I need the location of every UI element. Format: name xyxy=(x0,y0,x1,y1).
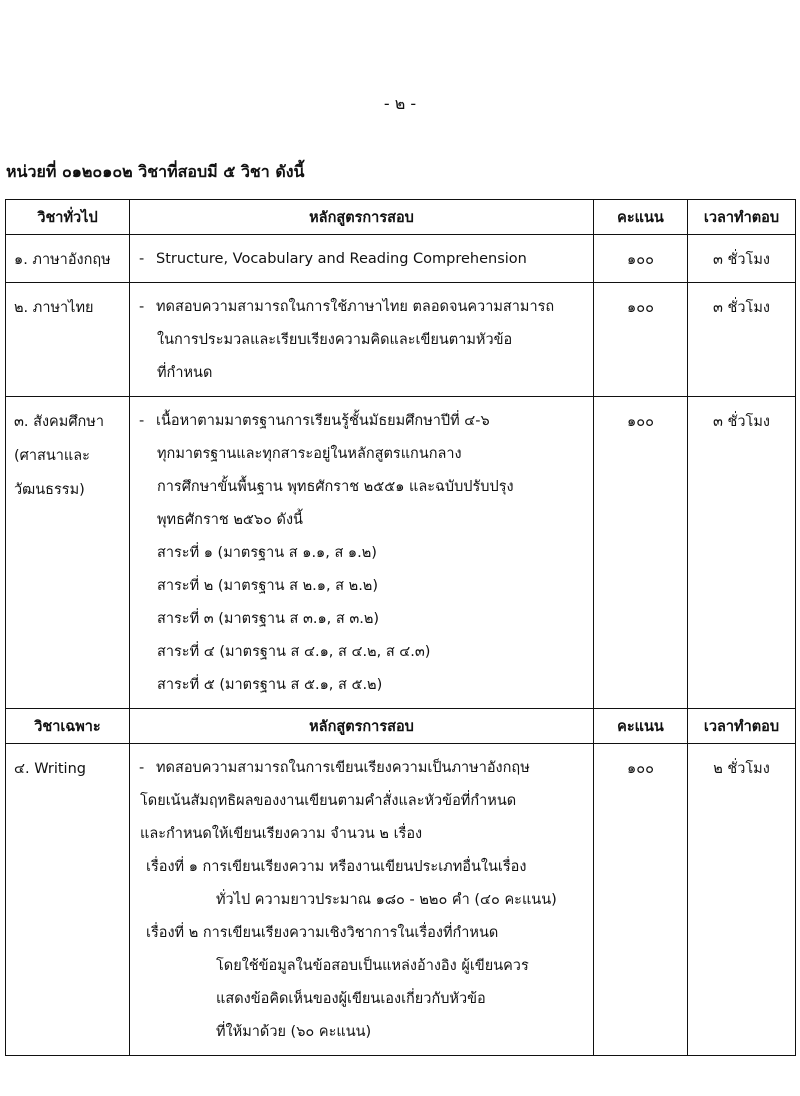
general-header-row xyxy=(6,200,796,235)
header-time: เวลาทำตอบ xyxy=(688,200,796,235)
header-curriculum: หลักสูตรการสอบ xyxy=(130,200,594,235)
curriculum-line: ในการประมวลและเรียบเรียงความคิดและเขียนตามหัวข้อ xyxy=(157,332,513,348)
subject-name: ๓. สังคมศึกษา xyxy=(14,414,105,430)
subject-cell xyxy=(6,283,130,397)
curriculum-line: โดยเน้นสัมฤทธิผลของงานเขียนตามคำสั่งและหัวข้อที่กำหนด xyxy=(140,793,517,809)
time-cell: ๓ ชั่วโมง xyxy=(688,235,796,283)
subject-name: ๔. Writing xyxy=(14,761,86,777)
time-cell: ๒ ชั่วโมง xyxy=(688,744,796,1056)
header-time: เวลาทำตอบ xyxy=(688,709,796,744)
table-row xyxy=(6,744,796,1056)
curriculum-line: - ทดสอบความสามารถในการเขียนเรียงความเป็นภาษาอังกฤษ xyxy=(130,752,589,785)
subject-name: ๑. ภาษาอังกฤษ xyxy=(14,252,111,268)
specific-header-row xyxy=(6,709,796,744)
score-cell: ๑๐๐ xyxy=(594,397,688,709)
curriculum-cell xyxy=(130,397,594,709)
curriculum-line: ที่กำหนด xyxy=(157,365,213,381)
curriculum-line: สาระที่ ๓ (มาตรฐาน ส ๓.๑, ส ๓.๒) xyxy=(157,611,380,627)
header-subject: วิชาทั่วไป xyxy=(6,200,130,235)
subject-cell xyxy=(6,744,130,1056)
curriculum-line: แสดงข้อคิดเห็นของผู้เขียนเองเกี่ยวกับหัวข้อ xyxy=(216,991,486,1007)
header-subject: วิชาเฉพาะ xyxy=(6,709,130,744)
header-curriculum: หลักสูตรการสอบ xyxy=(130,709,594,744)
score-cell: ๑๐๐ xyxy=(594,744,688,1056)
subject-cell xyxy=(6,397,130,709)
time-cell: ๓ ชั่วโมง xyxy=(688,283,796,397)
subject-name: ๒. ภาษาไทย xyxy=(14,300,94,316)
curriculum-line: และกำหนดให้เขียนเรียงความ จำนวน ๒ เรื่อง xyxy=(140,826,423,842)
curriculum-line: โดยใช้ข้อมูลในข้อสอบเป็นแหล่งอ้างอิง ผู้เขียนควร xyxy=(216,958,529,974)
exam-table xyxy=(5,199,796,1056)
curriculum-line: สาระที่ ๔ (มาตรฐาน ส ๔.๑, ส ๔.๒, ส ๔.๓) xyxy=(157,644,431,660)
score-cell: ๑๐๐ xyxy=(594,283,688,397)
curriculum-cell xyxy=(130,744,594,1056)
curriculum-line: ที่ให้มาด้วย (๖๐ คะแนน) xyxy=(216,1024,372,1040)
table-row xyxy=(6,235,796,283)
curriculum-line: สาระที่ ๒ (มาตรฐาน ส ๒.๑, ส ๒.๒) xyxy=(157,578,379,594)
table-row xyxy=(6,397,796,709)
header-score: คะแนน xyxy=(594,200,688,235)
curriculum-line: สาระที่ ๕ (มาตรฐาน ส ๕.๑, ส ๕.๒) xyxy=(157,677,383,693)
table-row xyxy=(6,283,796,397)
curriculum-line: สาระที่ ๑ (มาตรฐาน ส ๑.๑, ส ๑.๒) xyxy=(157,545,377,561)
subject-cell xyxy=(6,235,130,283)
curriculum-line: เรื่องที่ ๒ การเขียนเรียงความเชิงวิชาการในเรื่องที่กำหนด xyxy=(146,925,499,941)
section-heading: หน่วยที่ ๐๑๒๐๑๐๒ วิชาที่สอบมี ๕ วิชา ดังนี้ xyxy=(6,162,305,181)
curriculum-line: - ทดสอบความสามารถในการใช้ภาษาไทย ตลอดจนความสามารถ xyxy=(130,291,589,324)
curriculum-line: - เนื้อหาตามมาตรฐานการเรียนรู้ชั้นมัธยมศึกษาปีที่ ๔-๖ xyxy=(130,405,589,438)
score-cell: ๑๐๐ xyxy=(594,235,688,283)
page-number: - ๒ - xyxy=(383,94,417,113)
curriculum-line: ทุกมาตรฐานและทุกสาระอยู่ในหลักสูตรแกนกลาง xyxy=(157,446,462,462)
time-cell: ๓ ชั่วโมง xyxy=(688,397,796,709)
curriculum-cell xyxy=(130,235,594,283)
curriculum-line: พุทธศักราช ๒๕๖๐ ดังนี้ xyxy=(157,512,303,528)
subject-name: วัฒนธรรม) xyxy=(14,482,85,498)
curriculum-line: เรื่องที่ ๑ การเขียนเรียงความ หรืองานเขียนประเภทอื่นในเรื่อง xyxy=(146,859,527,875)
curriculum-cell xyxy=(130,283,594,397)
curriculum-line: ทั่วไป ความยาวประมาณ ๑๘๐ - ๒๒๐ คำ (๔๐ คะแนน) xyxy=(216,892,557,908)
curriculum-line: - Structure, Vocabulary and Reading Comprehension xyxy=(130,243,589,276)
subject-name: (ศาสนาและ xyxy=(14,448,90,464)
header-score: คะแนน xyxy=(594,709,688,744)
curriculum-line: การศึกษาขั้นพื้นฐาน พุทธศักราช ๒๕๕๑ และฉบับปรับปรุง xyxy=(157,479,514,495)
